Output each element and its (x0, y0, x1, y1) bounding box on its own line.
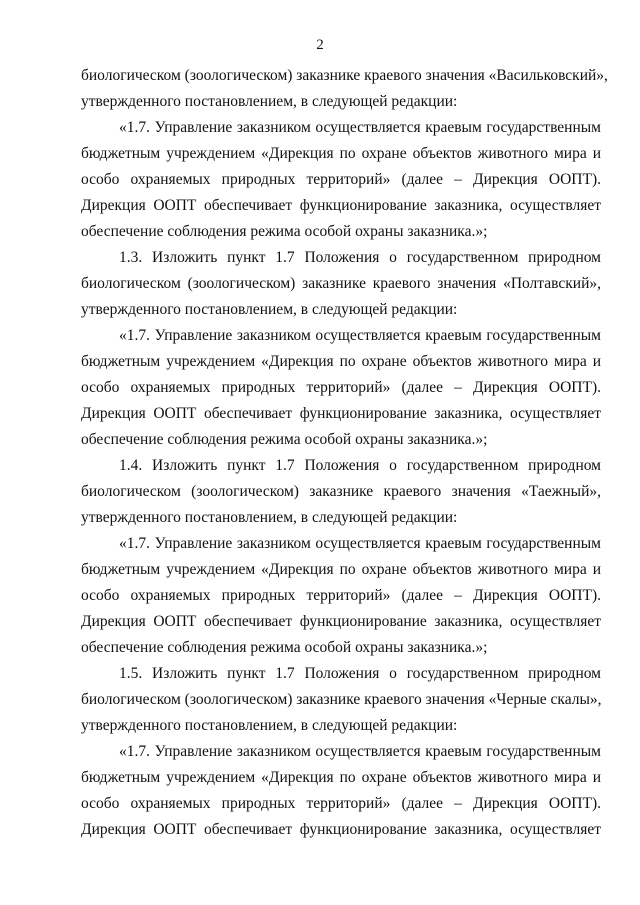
text-line: особо охраняемых природных территорий» (далее – Дирекция ООПТ). (81, 171, 601, 188)
text-line: 1.4. Изложить пункт 1.7 Положения о государственном природном (119, 457, 601, 474)
text-line: обеспечение соблюдения режима особой охраны заказника.»; (81, 431, 488, 448)
text-line: 1.3. Изложить пункт 1.7 Положения о государственном природном (119, 249, 601, 266)
text-line: Дирекция ООПТ обеспечивает функционирование заказника, осуществляет (81, 405, 601, 422)
text-line: утвержденного постановлением, в следующей редакции: (81, 301, 458, 318)
text-line: особо охраняемых природных территорий» (далее – Дирекция ООПТ). (81, 379, 601, 396)
text-line: особо охраняемых природных территорий» (далее – Дирекция ООПТ). (81, 587, 601, 604)
text-line: бюджетным учреждением «Дирекция по охране объектов животного мира и (81, 145, 601, 162)
text-line: биологическом (зоологическом) заказнике краевого значения «Васильковский», (81, 67, 608, 84)
text-line: Дирекция ООПТ обеспечивает функционирование заказника, осуществляет (81, 197, 601, 214)
text-line: «1.7. Управление заказником осуществляется краевым государственным (119, 743, 601, 760)
text-line: утвержденного постановлением, в следующей редакции: (81, 509, 458, 526)
text-line: биологическом (зоологическом) заказнике краевого значения «Таежный», (81, 483, 601, 500)
text-line: особо охраняемых природных территорий» (далее – Дирекция ООПТ). (81, 795, 601, 812)
text-line: бюджетным учреждением «Дирекция по охране объектов животного мира и (81, 561, 601, 578)
text-line: Дирекция ООПТ обеспечивает функционирование заказника, осуществляет (81, 821, 601, 838)
text-line: биологическом (зоологическом) заказнике краевого значения «Полтавский», (81, 275, 601, 292)
text-line: обеспечение соблюдения режима особой охраны заказника.»; (81, 223, 488, 240)
text-line: 1.5. Изложить пункт 1.7 Положения о государственном природном (119, 665, 601, 682)
text-line: Дирекция ООПТ обеспечивает функционирование заказника, осуществляет (81, 613, 601, 630)
text-line: бюджетным учреждением «Дирекция по охране объектов животного мира и (81, 353, 601, 370)
text-line: биологическом (зоологическом) заказнике краевого значения «Черные скалы», (81, 691, 602, 708)
text-line: «1.7. Управление заказником осуществляется краевым государственным (119, 119, 601, 136)
text-line: обеспечение соблюдения режима особой охраны заказника.»; (81, 639, 488, 656)
text-line: бюджетным учреждением «Дирекция по охране объектов животного мира и (81, 769, 601, 786)
text-line: «1.7. Управление заказником осуществляется краевым государственным (119, 327, 601, 344)
text-line: утвержденного постановлением, в следующей редакции: (81, 93, 458, 110)
text-line: «1.7. Управление заказником осуществляется краевым государственным (119, 535, 601, 552)
text-line: утвержденного постановлением, в следующей редакции: (81, 717, 458, 734)
document-body (81, 63, 608, 843)
page-number: 2 (316, 37, 324, 53)
